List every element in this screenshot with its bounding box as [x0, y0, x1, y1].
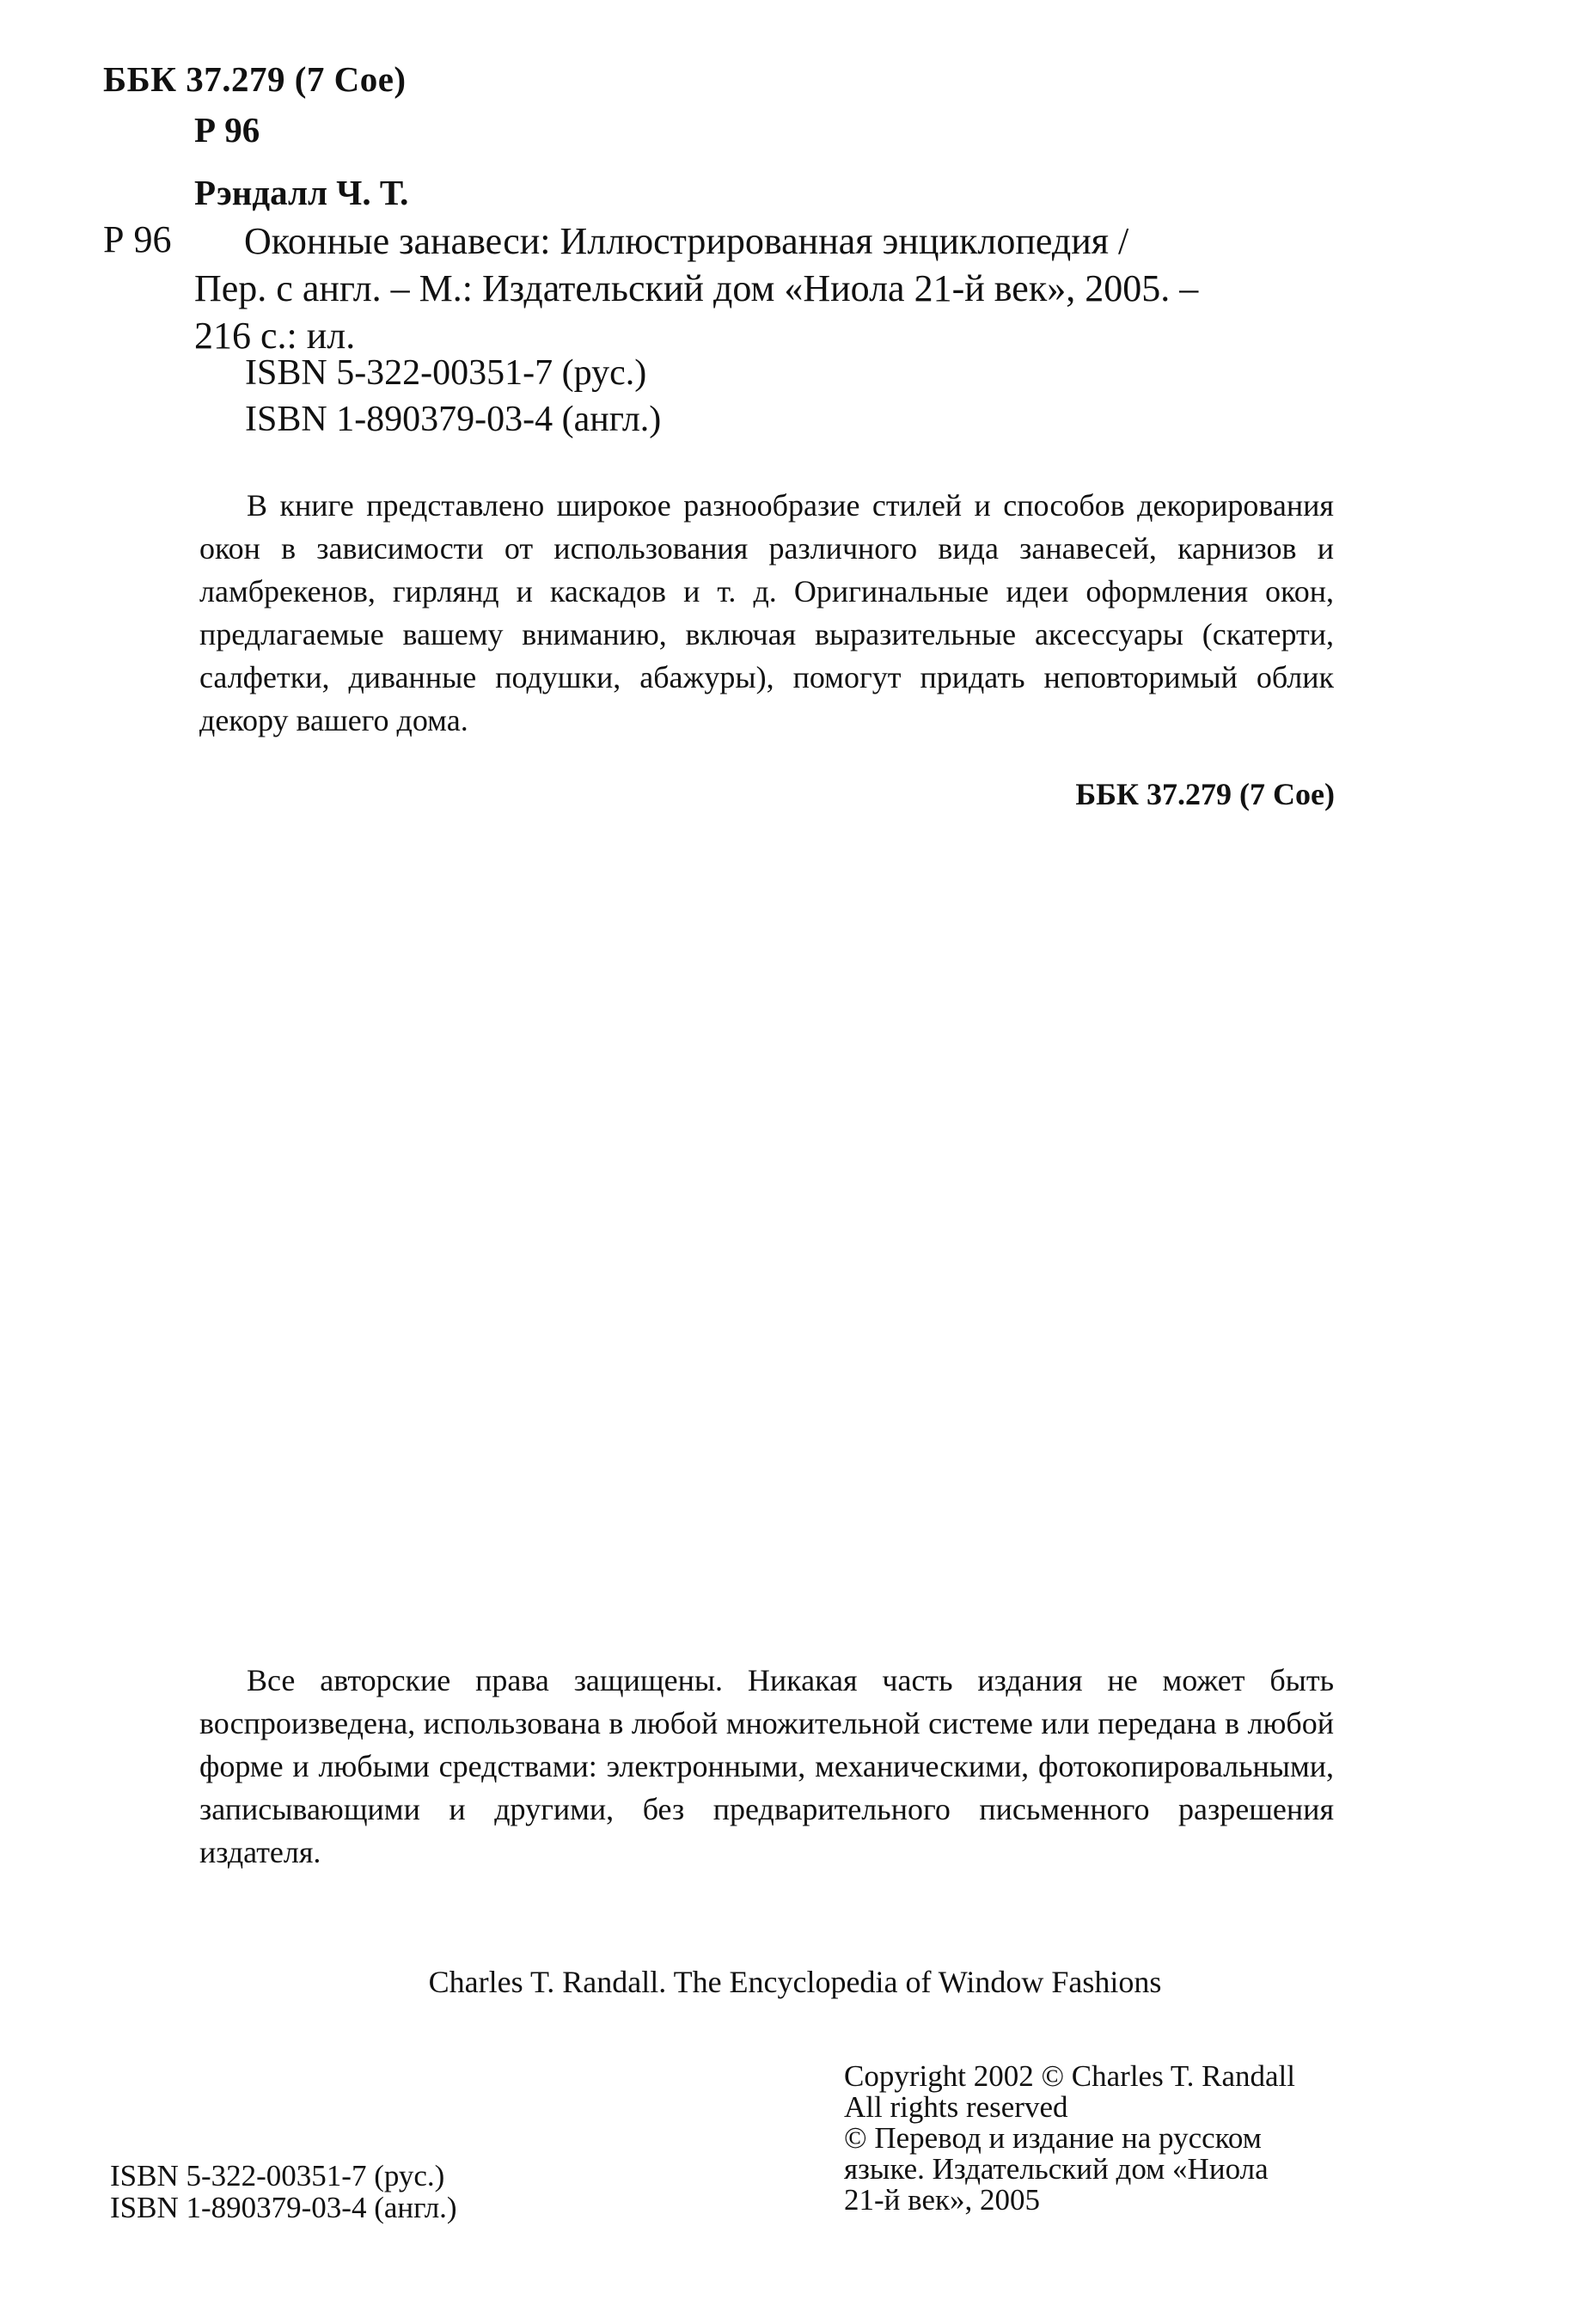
- bbk-index-top: ББК 37.279 (7 Сое): [103, 59, 407, 99]
- author-code-top: Р 96: [194, 110, 260, 150]
- original-title: Charles T. Randall. The Encyclopedia of Window Fashions: [428, 1965, 1162, 1999]
- copyright-line: языке. Издательский дом «Ниола: [844, 2152, 1269, 2186]
- copyright-line: Copyright 2002 © Charles T. Randall: [844, 2059, 1295, 2093]
- bbk-index-right: ББК 37.279 (7 Сое): [1075, 777, 1335, 811]
- catalog-line-2: Пер. с англ. – М.: Издательский дом «Ниола 21-й век», 2005. –: [194, 267, 1199, 309]
- isbn-bottom-block: [110, 2160, 457, 2223]
- author-name: Рэндалл Ч. Т.: [194, 173, 409, 212]
- rights-notice: Все авторские права защищены. Никакая часть издания не может быть воспроизведена, использована в любой множительной системе или передана в любой форме и любыми средствами: электронными, механическими, фотокопировальными, записывающими и другими, без предварительного письменного разрешения издателя.: [199, 1663, 1334, 1869]
- catalog-line-3: 216 с.: ил.: [194, 315, 356, 357]
- copyright-line: All rights reserved: [844, 2090, 1068, 2124]
- author-code-side: Р 96: [103, 218, 172, 260]
- abstract-paragraph: В книге представлено широкое разнообразие стилей и способов декорирования окон в зависимости от использования различного вида занавесей, карнизов и ламбрекенов, гирлянд и каскадов и т. д. Оригинальные идеи оформления окон, предлагаемые вашему вниманию, включая выразительные аксессуары (скатерти, салфетки, диванные подушки, абажуры), помогут придать неповторимый облик декору вашего дома.: [199, 488, 1334, 737]
- catalog-entry-title: [194, 217, 1346, 359]
- copyright-block: [844, 2061, 1325, 2216]
- copyright-line: 21-й век», 2005: [844, 2183, 1040, 2217]
- catalog-line-1: Оконные занавеси: Иллюстрированная энциклопедия /: [244, 220, 1129, 262]
- copyright-line: © Перевод и издание на русском: [844, 2121, 1262, 2155]
- isbn-bottom-english: ISBN 1-890379-03-4 (англ.): [110, 2191, 457, 2224]
- isbn-english: ISBN 1-890379-03-4 (англ.): [245, 400, 662, 439]
- isbn-russian: ISBN 5-322-00351-7 (рус.): [245, 353, 647, 393]
- isbn-bottom-russian: ISBN 5-322-00351-7 (рус.): [110, 2159, 445, 2193]
